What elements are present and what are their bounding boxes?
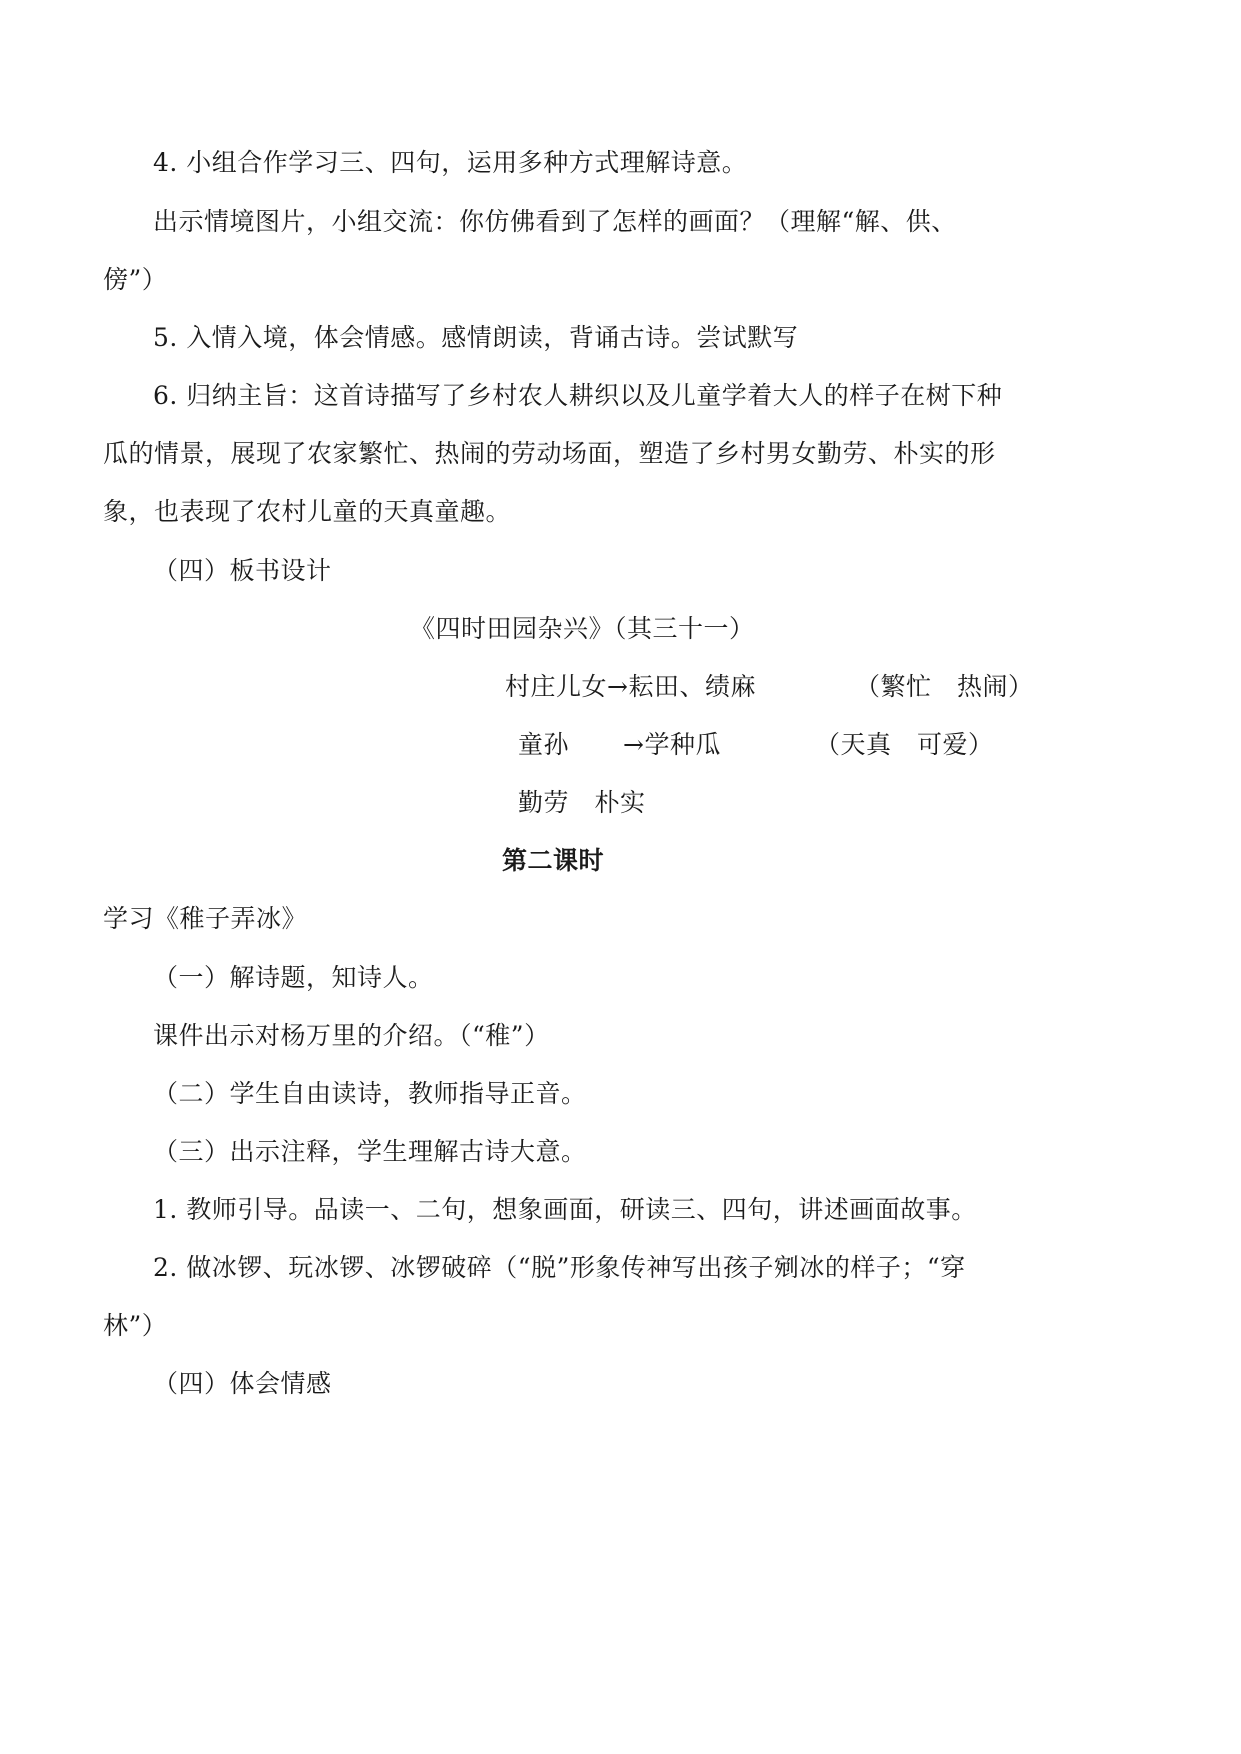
step-6-line-1: 6. 归纳主旨：这首诗描写了乡村农人耕织以及儿童学着大人的样子在树下种 xyxy=(153,381,1003,410)
step-5: 5. 入情入境，体会情感。感情朗读，背诵古诗。尝试默写 xyxy=(153,323,799,352)
board-row-2-left: 童孙 xyxy=(518,730,570,759)
board-title: 《四时田园杂兴》（其三十一） xyxy=(410,614,755,643)
lesson-2-subtitle: 学习《稚子弄冰》 xyxy=(103,904,308,933)
board-design-heading: （四）板书设计 xyxy=(153,556,332,585)
section-2: （二）学生自由读诗，教师指导正音。 xyxy=(153,1079,587,1108)
section-3-item-2-line-2: 林”） xyxy=(103,1311,168,1340)
board-row-1-right: （繁忙 热闹） xyxy=(855,672,1034,701)
step-4-detail-line-1: 出示情境图片，小组交流：你仿佛看到了怎样的画面？（理解“解、供、 xyxy=(153,207,957,236)
board-row-3: 勤劳 朴实 xyxy=(518,788,646,817)
section-3: （三）出示注释，学生理解古诗大意。 xyxy=(153,1137,587,1166)
step-6-line-2: 瓜的情景，展现了农家繁忙、热闹的劳动场面，塑造了乡村男女勤劳、朴实的形 xyxy=(103,439,996,468)
lesson-2-title: 第二课时 xyxy=(502,846,605,875)
step-4: 4. 小组合作学习三、四句，运用多种方式理解诗意。 xyxy=(153,148,748,177)
board-row-2-right: （天真 可爱） xyxy=(815,730,994,759)
section-4: （四）体会情感 xyxy=(153,1369,332,1398)
section-1-detail: 课件出示对杨万里的介绍。（“稚”） xyxy=(153,1021,550,1050)
board-row-1-left: 村庄儿女→耘田、绩麻 xyxy=(505,672,756,701)
section-1: （一）解诗题，知诗人。 xyxy=(153,963,434,992)
step-4-detail-line-2: 傍”） xyxy=(103,265,168,294)
step-6-line-3: 象，也表现了农村儿童的天真童趣。 xyxy=(103,497,512,526)
section-3-item-2-line-1: 2. 做冰锣、玩冰锣、冰锣破碎（“脱”形象传神写出孩子剜冰的样子；“穿 xyxy=(153,1253,966,1282)
board-row-2-mid: →学种瓜 xyxy=(623,730,721,759)
section-3-item-1: 1. 教师引导。品读一、二句，想象画面，研读三、四句，讲述画面故事。 xyxy=(153,1195,977,1224)
